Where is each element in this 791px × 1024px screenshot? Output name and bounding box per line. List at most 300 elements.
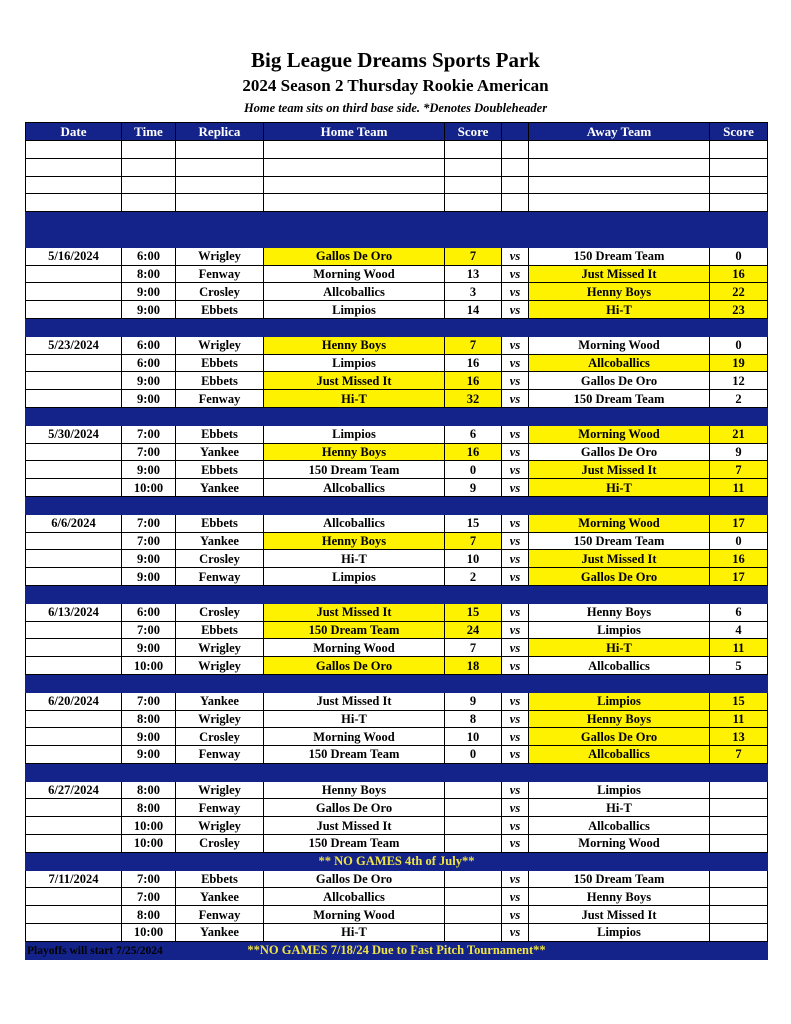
separator-cell — [264, 318, 445, 336]
vs-cell: vs — [502, 265, 529, 283]
table-row — [26, 746, 768, 764]
time-cell: 8:00 — [122, 906, 176, 924]
away-score-cell: 4 — [710, 621, 768, 639]
away-score-cell — [710, 870, 768, 888]
table-row — [26, 835, 768, 853]
table-row — [26, 870, 768, 888]
time-cell: 7:00 — [122, 621, 176, 639]
separator-cell — [264, 212, 445, 230]
vs-cell: vs — [502, 710, 529, 728]
vs-cell: vs — [502, 799, 529, 817]
blank-cell — [176, 176, 264, 194]
time-cell: 7:00 — [122, 870, 176, 888]
away-team-cell: Just Missed It — [529, 265, 710, 283]
away-score-cell: 19 — [710, 354, 768, 372]
blank-cell — [26, 176, 122, 194]
date-cell — [26, 657, 122, 675]
date-cell — [26, 888, 122, 906]
no-games-july4-banner — [26, 852, 768, 870]
date-cell: 7/11/2024 — [26, 870, 122, 888]
blank-row — [26, 158, 768, 176]
home-score-cell: 13 — [445, 265, 502, 283]
date-cell — [26, 568, 122, 586]
date-cell: 5/16/2024 — [26, 247, 122, 265]
date-cell — [26, 283, 122, 301]
away-score-cell: 17 — [710, 568, 768, 586]
playoffs-note: Playoffs will start 7/25/2024 — [27, 945, 163, 957]
separator-cell — [176, 674, 264, 692]
separator-cell — [122, 674, 176, 692]
separator-cell — [445, 763, 502, 781]
away-score-cell: 2 — [710, 390, 768, 408]
time-cell: 9:00 — [122, 461, 176, 479]
away-score-cell: 11 — [710, 710, 768, 728]
week-separator-row — [26, 674, 768, 692]
date-cell — [26, 532, 122, 550]
vs-cell: vs — [502, 461, 529, 479]
separator-cell — [176, 407, 264, 425]
home-team-cell: Hi-T — [264, 390, 445, 408]
vs-cell: vs — [502, 728, 529, 746]
away-team-cell: Limpios — [529, 781, 710, 799]
separator-cell — [445, 318, 502, 336]
away-team-cell: Morning Wood — [529, 336, 710, 354]
time-cell: 7:00 — [122, 425, 176, 443]
banner-text: **NO GAMES 7/18/24 Due to Fast Pitch Tournament** — [26, 941, 768, 959]
time-cell: 6:00 — [122, 354, 176, 372]
date-cell — [26, 924, 122, 942]
away-score-cell: 13 — [710, 728, 768, 746]
separator-cell — [710, 318, 768, 336]
time-cell: 10:00 — [122, 479, 176, 497]
table-row — [26, 425, 768, 443]
replica-cell: Crosley — [176, 283, 264, 301]
time-cell: 9:00 — [122, 372, 176, 390]
date-cell — [26, 621, 122, 639]
time-cell: 8:00 — [122, 781, 176, 799]
away-score-cell: 15 — [710, 692, 768, 710]
home-team-cell: Hi-T — [264, 550, 445, 568]
vs-cell: vs — [502, 301, 529, 319]
blank-cell — [529, 141, 710, 159]
blank-cell — [502, 158, 529, 176]
separator-cell — [710, 674, 768, 692]
vs-cell: vs — [502, 479, 529, 497]
table-row — [26, 799, 768, 817]
away-team-cell: Allcoballics — [529, 354, 710, 372]
vs-cell: vs — [502, 390, 529, 408]
away-team-cell: Henny Boys — [529, 888, 710, 906]
home-score-cell — [445, 799, 502, 817]
away-score-cell — [710, 924, 768, 942]
away-score-cell: 16 — [710, 265, 768, 283]
blank-cell — [264, 158, 445, 176]
table-row — [26, 888, 768, 906]
replica-cell: Ebbets — [176, 514, 264, 532]
home-team-cell: 150 Dream Team — [264, 835, 445, 853]
date-cell: 6/27/2024 — [26, 781, 122, 799]
away-score-cell — [710, 781, 768, 799]
table-row — [26, 621, 768, 639]
home-score-cell: 0 — [445, 746, 502, 764]
table-row — [26, 550, 768, 568]
home-team-cell: Just Missed It — [264, 603, 445, 621]
date-cell: 5/30/2024 — [26, 425, 122, 443]
time-cell: 9:00 — [122, 746, 176, 764]
separator-cell — [710, 763, 768, 781]
time-cell: 9:00 — [122, 639, 176, 657]
replica-cell: Wrigley — [176, 710, 264, 728]
replica-cell: Yankee — [176, 924, 264, 942]
replica-cell: Wrigley — [176, 657, 264, 675]
time-cell: 10:00 — [122, 657, 176, 675]
separator-cell — [264, 496, 445, 514]
home-score-cell: 6 — [445, 425, 502, 443]
replica-cell: Wrigley — [176, 336, 264, 354]
time-cell: 9:00 — [122, 301, 176, 319]
table-row — [26, 283, 768, 301]
home-team-cell: Morning Wood — [264, 639, 445, 657]
blank-cell — [26, 158, 122, 176]
home-team-cell: 150 Dream Team — [264, 461, 445, 479]
blank-cell — [445, 158, 502, 176]
column-header-away-score: Score — [710, 123, 768, 141]
blank-cell — [122, 176, 176, 194]
separator-cell — [176, 229, 264, 247]
away-score-cell: 22 — [710, 283, 768, 301]
date-cell — [26, 354, 122, 372]
home-team-cell: Henny Boys — [264, 532, 445, 550]
vs-cell: vs — [502, 746, 529, 764]
away-team-cell: Hi-T — [529, 639, 710, 657]
separator-cell — [445, 585, 502, 603]
home-score-cell — [445, 817, 502, 835]
column-header-home-score: Score — [445, 123, 502, 141]
away-team-cell: Henny Boys — [529, 603, 710, 621]
blank-cell — [710, 194, 768, 212]
away-team-cell: Gallos De Oro — [529, 728, 710, 746]
blank-cell — [710, 176, 768, 194]
table-row — [26, 657, 768, 675]
home-score-cell: 9 — [445, 692, 502, 710]
week-separator-row — [26, 763, 768, 781]
separator-cell — [176, 318, 264, 336]
home-score-cell: 16 — [445, 354, 502, 372]
time-cell: 7:00 — [122, 532, 176, 550]
date-cell — [26, 301, 122, 319]
home-score-cell: 2 — [445, 568, 502, 586]
separator-cell — [445, 212, 502, 230]
away-team-cell: Just Missed It — [529, 906, 710, 924]
home-score-cell — [445, 835, 502, 853]
page-subtitle: 2024 Season 2 Thursday Rookie American — [242, 76, 549, 95]
time-cell: 9:00 — [122, 728, 176, 746]
table-row — [26, 479, 768, 497]
blank-cell — [176, 158, 264, 176]
away-score-cell — [710, 906, 768, 924]
vs-cell: vs — [502, 657, 529, 675]
table-row — [26, 443, 768, 461]
separator-cell — [529, 496, 710, 514]
vs-cell: vs — [502, 568, 529, 586]
time-cell: 9:00 — [122, 390, 176, 408]
home-team-cell: Henny Boys — [264, 781, 445, 799]
away-score-cell: 5 — [710, 657, 768, 675]
home-score-cell — [445, 781, 502, 799]
schedule-body — [26, 141, 768, 960]
table-row — [26, 603, 768, 621]
week-separator-row — [26, 496, 768, 514]
separator-cell — [502, 318, 529, 336]
table-row — [26, 336, 768, 354]
separator-cell — [502, 585, 529, 603]
away-team-cell: Just Missed It — [529, 550, 710, 568]
column-header-away-team: Away Team — [529, 123, 710, 141]
home-score-cell: 3 — [445, 283, 502, 301]
away-team-cell: Henny Boys — [529, 283, 710, 301]
away-team-cell: 150 Dream Team — [529, 532, 710, 550]
separator-cell — [529, 585, 710, 603]
away-team-cell: Allcoballics — [529, 817, 710, 835]
separator-cell — [710, 229, 768, 247]
blank-cell — [122, 194, 176, 212]
replica-cell: Ebbets — [176, 461, 264, 479]
date-cell — [26, 728, 122, 746]
separator-cell — [26, 585, 122, 603]
time-cell: 9:00 — [122, 283, 176, 301]
separator-cell — [264, 585, 445, 603]
away-score-cell — [710, 817, 768, 835]
home-team-cell: Henny Boys — [264, 336, 445, 354]
home-score-cell: 7 — [445, 247, 502, 265]
date-cell — [26, 479, 122, 497]
time-cell: 9:00 — [122, 568, 176, 586]
separator-cell — [710, 212, 768, 230]
blank-cell — [122, 158, 176, 176]
week-separator-row — [26, 585, 768, 603]
table-row — [26, 532, 768, 550]
separator-cell — [529, 763, 710, 781]
time-cell: 8:00 — [122, 710, 176, 728]
separator-cell — [445, 674, 502, 692]
home-score-cell: 9 — [445, 479, 502, 497]
schedule-table — [25, 122, 768, 960]
separator-cell — [502, 212, 529, 230]
date-cell — [26, 443, 122, 461]
separator-cell — [502, 763, 529, 781]
replica-cell: Fenway — [176, 265, 264, 283]
replica-cell: Crosley — [176, 728, 264, 746]
home-score-cell: 8 — [445, 710, 502, 728]
separator-cell — [122, 407, 176, 425]
home-team-cell: Morning Wood — [264, 906, 445, 924]
table-row — [26, 568, 768, 586]
away-score-cell: 11 — [710, 479, 768, 497]
home-team-cell: Allcoballics — [264, 888, 445, 906]
blank-cell — [264, 141, 445, 159]
home-team-cell: Gallos De Oro — [264, 799, 445, 817]
replica-cell: Ebbets — [176, 621, 264, 639]
vs-cell: vs — [502, 781, 529, 799]
home-score-cell: 16 — [445, 443, 502, 461]
home-team-cell: 150 Dream Team — [264, 621, 445, 639]
table-row — [26, 924, 768, 942]
separator-cell — [529, 674, 710, 692]
column-header-replica: Replica — [176, 123, 264, 141]
vs-cell: vs — [502, 372, 529, 390]
separator-cell — [26, 212, 122, 230]
blank-cell — [176, 141, 264, 159]
column-header-date: Date — [26, 123, 122, 141]
week-separator-row — [26, 212, 768, 230]
replica-cell: Crosley — [176, 835, 264, 853]
away-team-cell: Morning Wood — [529, 835, 710, 853]
home-team-cell: Gallos De Oro — [264, 657, 445, 675]
away-score-cell: 7 — [710, 746, 768, 764]
vs-cell: vs — [502, 550, 529, 568]
column-header-vs — [502, 123, 529, 141]
away-team-cell: Hi-T — [529, 301, 710, 319]
time-cell: 10:00 — [122, 817, 176, 835]
replica-cell: Yankee — [176, 443, 264, 461]
separator-cell — [264, 407, 445, 425]
separator-cell — [26, 674, 122, 692]
separator-cell — [445, 407, 502, 425]
separator-cell — [529, 318, 710, 336]
home-team-cell: Just Missed It — [264, 372, 445, 390]
time-cell: 6:00 — [122, 603, 176, 621]
date-cell — [26, 461, 122, 479]
blank-cell — [26, 194, 122, 212]
time-cell: 7:00 — [122, 692, 176, 710]
replica-cell: Fenway — [176, 799, 264, 817]
away-score-cell: 0 — [710, 247, 768, 265]
separator-cell — [26, 318, 122, 336]
page-title: Big League Dreams Sports Park — [251, 48, 540, 72]
home-team-cell: Allcoballics — [264, 283, 445, 301]
blank-cell — [264, 194, 445, 212]
replica-cell: Ebbets — [176, 372, 264, 390]
away-team-cell: Morning Wood — [529, 425, 710, 443]
blank-cell — [502, 141, 529, 159]
table-row — [26, 692, 768, 710]
separator-cell — [502, 229, 529, 247]
home-team-cell: Henny Boys — [264, 443, 445, 461]
replica-cell: Wrigley — [176, 247, 264, 265]
vs-cell: vs — [502, 532, 529, 550]
home-team-cell: Limpios — [264, 354, 445, 372]
away-team-cell: Limpios — [529, 692, 710, 710]
table-row — [26, 906, 768, 924]
home-score-cell: 15 — [445, 603, 502, 621]
home-score-cell — [445, 924, 502, 942]
column-header-time: Time — [122, 123, 176, 141]
home-score-cell: 0 — [445, 461, 502, 479]
separator-cell — [264, 229, 445, 247]
blank-cell — [710, 158, 768, 176]
time-cell: 9:00 — [122, 550, 176, 568]
separator-cell — [445, 496, 502, 514]
table-row — [26, 354, 768, 372]
away-team-cell: Gallos De Oro — [529, 568, 710, 586]
home-team-cell: Hi-T — [264, 710, 445, 728]
away-score-cell: 6 — [710, 603, 768, 621]
date-cell — [26, 372, 122, 390]
time-cell: 6:00 — [122, 247, 176, 265]
separator-cell — [26, 407, 122, 425]
home-team-cell: Morning Wood — [264, 265, 445, 283]
replica-cell: Ebbets — [176, 354, 264, 372]
replica-cell: Yankee — [176, 532, 264, 550]
vs-cell: vs — [502, 692, 529, 710]
home-score-cell: 7 — [445, 336, 502, 354]
separator-cell — [122, 763, 176, 781]
vs-cell: vs — [502, 835, 529, 853]
home-team-cell: 150 Dream Team — [264, 746, 445, 764]
separator-cell — [122, 229, 176, 247]
separator-cell — [710, 585, 768, 603]
away-score-cell: 0 — [710, 532, 768, 550]
separator-cell — [529, 212, 710, 230]
home-team-cell: Gallos De Oro — [264, 870, 445, 888]
replica-cell: Ebbets — [176, 425, 264, 443]
replica-cell: Fenway — [176, 906, 264, 924]
blank-row — [26, 141, 768, 159]
separator-cell — [529, 407, 710, 425]
blank-cell — [502, 176, 529, 194]
away-team-cell: Hi-T — [529, 799, 710, 817]
date-cell — [26, 906, 122, 924]
home-team-cell: Gallos De Oro — [264, 247, 445, 265]
away-team-cell: Henny Boys — [529, 710, 710, 728]
date-cell — [26, 390, 122, 408]
table-row — [26, 639, 768, 657]
home-score-cell — [445, 888, 502, 906]
away-score-cell: 23 — [710, 301, 768, 319]
vs-cell: vs — [502, 283, 529, 301]
blank-cell — [445, 141, 502, 159]
date-cell — [26, 710, 122, 728]
away-score-cell: 11 — [710, 639, 768, 657]
blank-row — [26, 176, 768, 194]
table-header-row — [26, 123, 768, 141]
table-row — [26, 301, 768, 319]
separator-cell — [122, 318, 176, 336]
date-cell: 6/20/2024 — [26, 692, 122, 710]
away-team-cell: Limpios — [529, 621, 710, 639]
table-row — [26, 247, 768, 265]
away-score-cell — [710, 799, 768, 817]
date-cell — [26, 799, 122, 817]
date-cell — [26, 817, 122, 835]
home-score-cell: 7 — [445, 532, 502, 550]
away-team-cell: Morning Wood — [529, 514, 710, 532]
home-score-cell — [445, 906, 502, 924]
away-score-cell: 16 — [710, 550, 768, 568]
time-cell: 8:00 — [122, 799, 176, 817]
home-score-cell: 10 — [445, 728, 502, 746]
table-row — [26, 817, 768, 835]
time-cell: 6:00 — [122, 336, 176, 354]
vs-cell: vs — [502, 443, 529, 461]
date-cell — [26, 639, 122, 657]
date-cell — [26, 835, 122, 853]
separator-cell — [502, 496, 529, 514]
away-team-cell: Limpios — [529, 924, 710, 942]
away-team-cell: 150 Dream Team — [529, 870, 710, 888]
home-score-cell: 10 — [445, 550, 502, 568]
blank-cell — [502, 194, 529, 212]
